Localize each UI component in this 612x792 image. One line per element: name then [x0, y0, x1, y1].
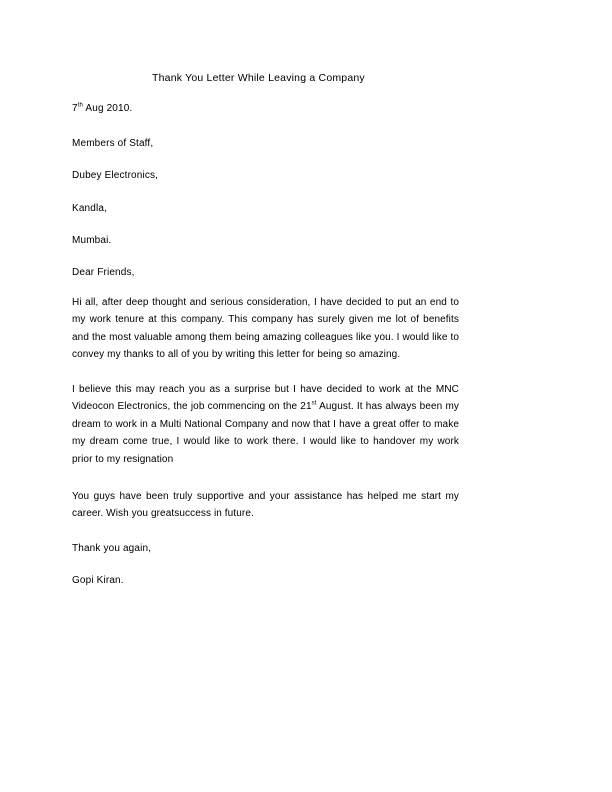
letter-date — [72, 103, 132, 114]
body-paragraph-2 — [72, 381, 459, 468]
body-paragraph-3: You guys have been truly supportive and your assistance has helped me start my career. Wish you greatsuccess in future. — [72, 491, 459, 520]
paragraph-2-part-2: August. It has always been my dream to work in a Multi National Company and now that I have a great offer to make my dream come true, I would like to work there. I would like to handover my work prior to my resignation — [72, 401, 459, 465]
salutation: Dear Friends, — [72, 267, 135, 278]
closing: Thank you again, — [72, 543, 152, 554]
address-line-company: Dubey Electronics, — [72, 170, 159, 181]
body-paragraph-1: Hi all, after deep thought and serious consideration, I have decided to put an end to my work tenure at this company. This company has surely given me lot of benefits and the most valuable among them being amazing colleagues like you. I would like to convey my thanks to all of you by writing this letter for being so amazing. — [72, 297, 459, 361]
date-day-suffix: th — [77, 102, 84, 109]
date-rest: Aug 2010. — [83, 103, 133, 114]
ordinal-suffix: st — [311, 401, 317, 408]
paragraph-2-part-1: I believe this may reach you as a surprise but I have decided to work at the MNC Videocon Electronics, the job commencing on the 21 — [72, 384, 459, 413]
date-day: 7 — [72, 103, 78, 114]
address-line-city: Mumbai. — [72, 235, 112, 246]
address-line-recipient: Members of Staff, — [72, 138, 154, 149]
address-line-area: Kandla, — [72, 203, 107, 214]
signature: Gopi Kiran. — [72, 575, 124, 586]
letter-title: Thank You Letter While Leaving a Company — [152, 72, 365, 84]
